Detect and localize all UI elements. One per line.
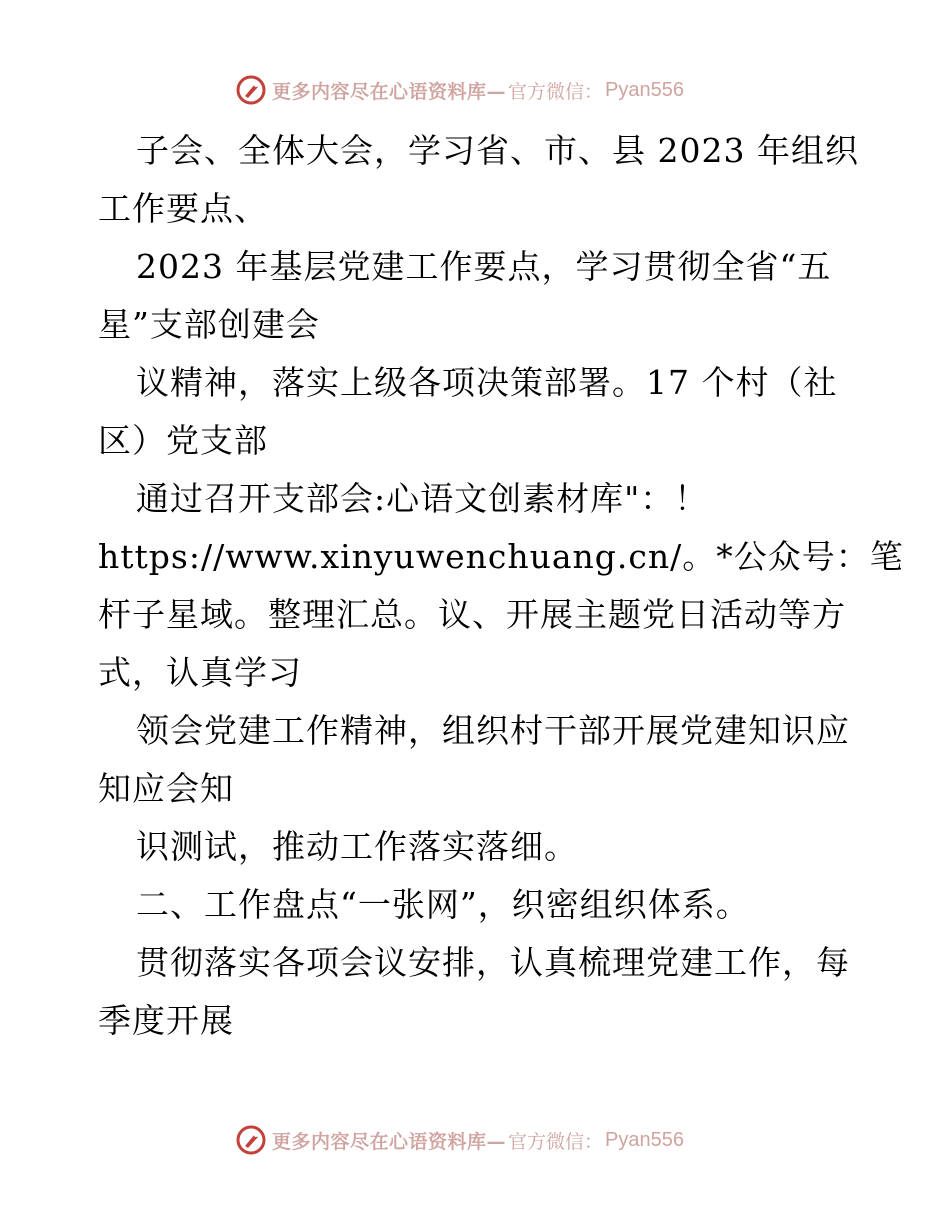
url-line: https://www.xinyuwenchuang.cn/。*公众号：笔 [98,537,904,576]
paragraph-line: 2023 年基层党建工作要点，学习贯彻全省“五 [136,247,832,286]
paragraph-line: 星”支部创建会 [98,305,320,344]
paragraph-line: 贯彻落实各项会议安排，认真梳理党建工作，每 [136,943,850,982]
paragraph-line: 议精神，落实上级各项决策部署。17 个村（社 [136,363,838,402]
header-banner-text: 更多内容尽在心语资料库— [272,80,507,103]
header-wechat-id: Pyan556 [605,78,684,101]
footer-banner-label: 官方微信： [508,1130,604,1153]
paragraph-line: 季度开展 [98,1001,234,1040]
paragraph-line: 知应会知 [98,769,234,808]
paragraph-line: 工作要点、 [98,189,268,228]
footer-banner [236,1123,684,1157]
paragraph-line: 通过召开支部会:心语文创素材库"：！ [136,479,709,518]
header-banner-label: 官方微信： [508,80,604,103]
paragraph-line: 子会、全体大会，学习省、市、县 2023 年组织 [136,131,859,170]
paragraph-line: 区）党支部 [98,421,268,460]
footer-wechat-id: Pyan556 [605,1128,684,1151]
section-heading: 二、工作盘点“一张网”，织密组织体系。 [136,885,750,924]
document-body [98,122,904,1050]
paragraph-line: 式，认真学习 [98,653,302,692]
paragraph-line: 领会党建工作精神，组织村干部开展党建知识应 [136,711,850,750]
paragraph-line: 识测试，推动工作落实落细。 [136,827,578,866]
pen-nib-logo-icon [236,1125,266,1155]
pen-nib-logo-icon [236,75,266,105]
paragraph-line: 杆子星域。整理汇总。议、开展主题党日活动等方 [98,595,846,634]
footer-banner-text: 更多内容尽在心语资料库— [272,1130,507,1153]
header-banner [236,73,684,107]
